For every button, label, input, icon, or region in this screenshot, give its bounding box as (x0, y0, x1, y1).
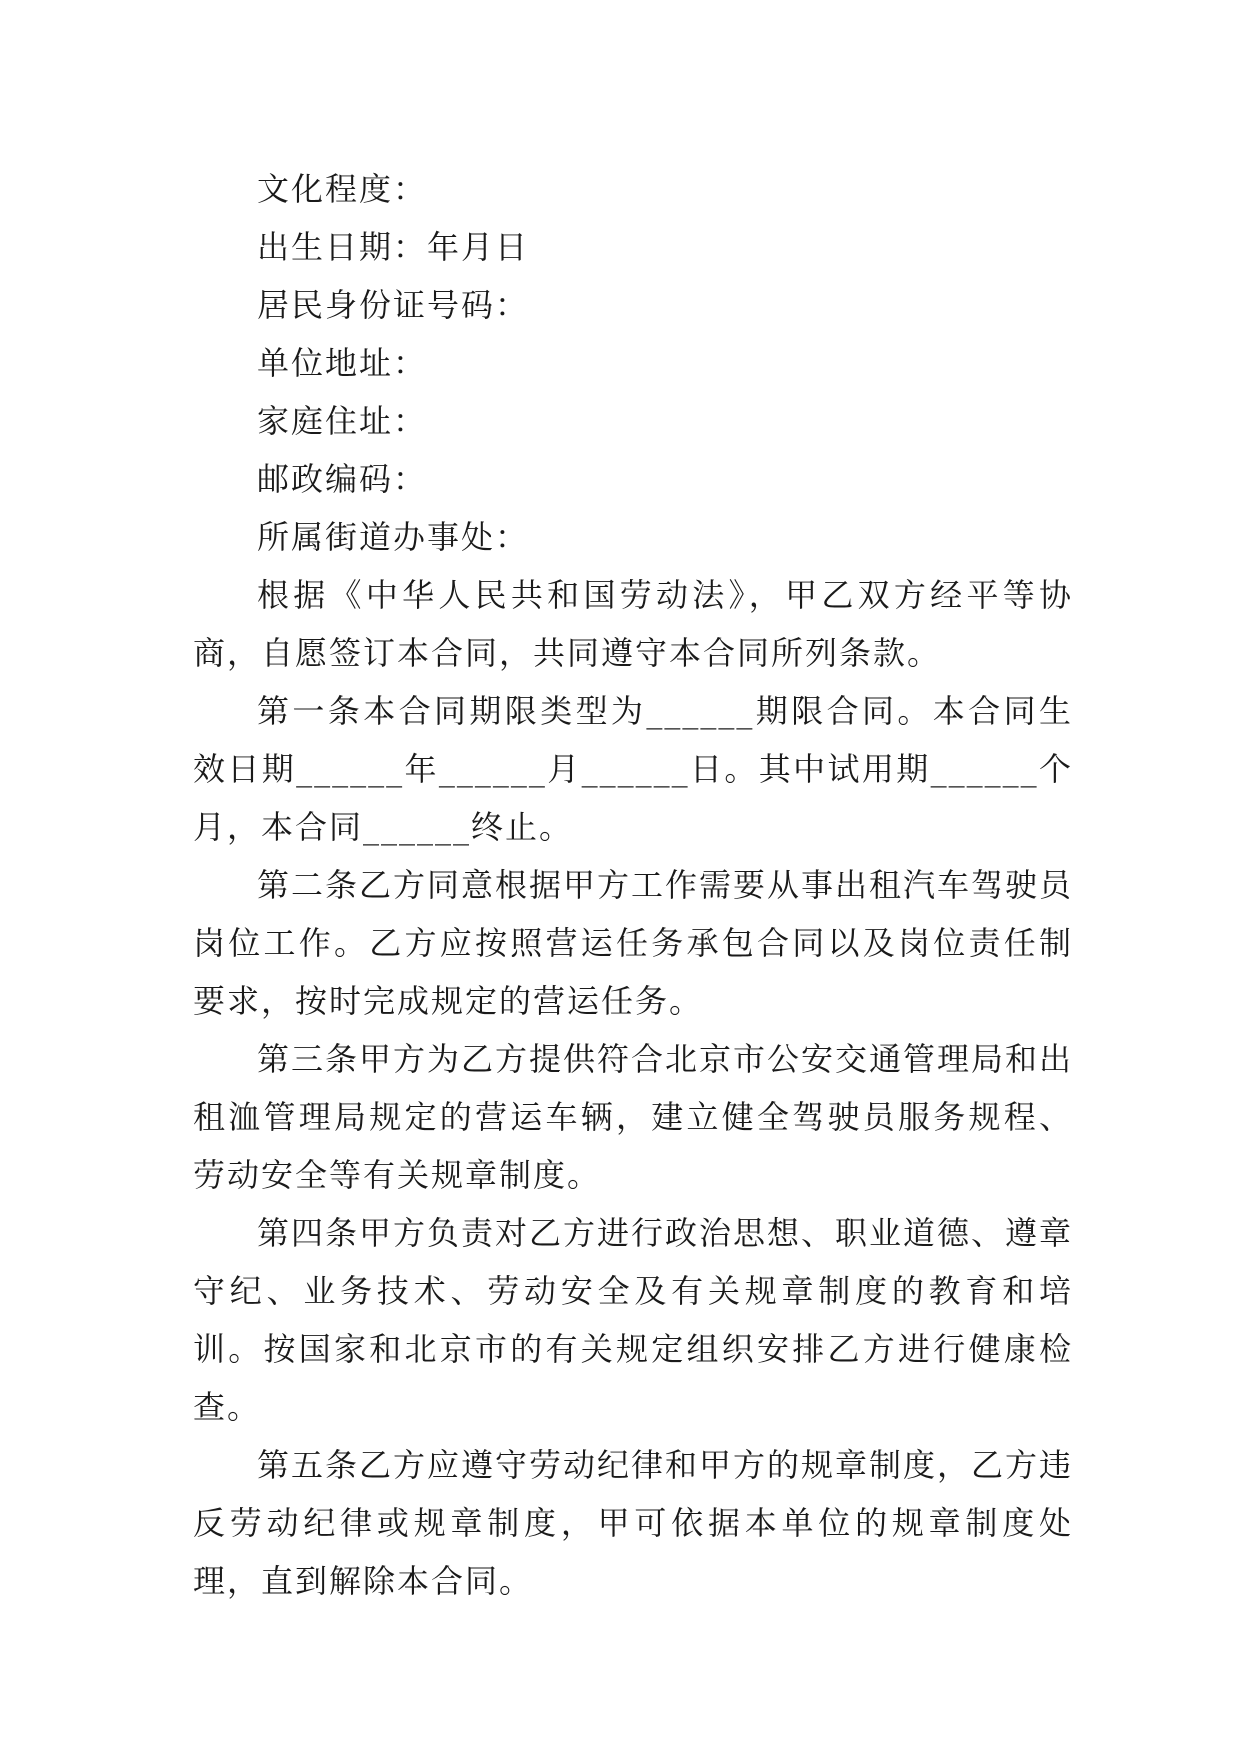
article-4-paragraph: 第四条甲方负责对乙方进行政治思想、职业道德、遵章守纪、业务技术、劳动安全及有关规章制度的教育和培训。按国家和北京市的有关规定组织安排乙方进行健康检查。 (193, 1214, 1074, 1426)
article-1-paragraph: 第一条本合同期限类型为______期限合同。本合同生效日期______年______月______日。其中试用期______个月，本合同______终止。 (193, 692, 1073, 846)
field-work-address: 单位地址： (257, 344, 428, 382)
document-body (193, 160, 1073, 1610)
article-2-paragraph: 第二条乙方同意根据甲方工作需要从事出租汽车驾驶员岗位工作。乙方应按照营运任务承包合同以及岗位责任制要求，按时完成规定的营运任务。 (193, 866, 1074, 1020)
article-5-paragraph: 第五条乙方应遵守劳动纪律和甲方的规章制度，乙方违反劳动纪律或规章制度，甲可依据本单位的规章制度处理，直到解除本合同。 (193, 1446, 1074, 1600)
field-postal-code: 邮政编码： (257, 460, 428, 498)
field-street-office: 所属街道办事处： (257, 518, 530, 556)
field-id-number: 居民身份证号码： (257, 286, 530, 324)
field-home-address: 家庭住址： (257, 402, 428, 440)
field-birth-date: 出生日期：年月日 (257, 228, 530, 266)
article-3-paragraph: 第三条甲方为乙方提供符合北京市公安交通管理局和出租洫管理局规定的营运车辆，建立健全驾驶员服务规程、劳动安全等有关规章制度。 (193, 1040, 1074, 1194)
field-education: 文化程度： (257, 170, 428, 208)
preamble-paragraph: 根据《中华人民共和国劳动法》，甲乙双方经平等协商，自愿签订本合同，共同遵守本合同所列条款。 (193, 576, 1073, 672)
